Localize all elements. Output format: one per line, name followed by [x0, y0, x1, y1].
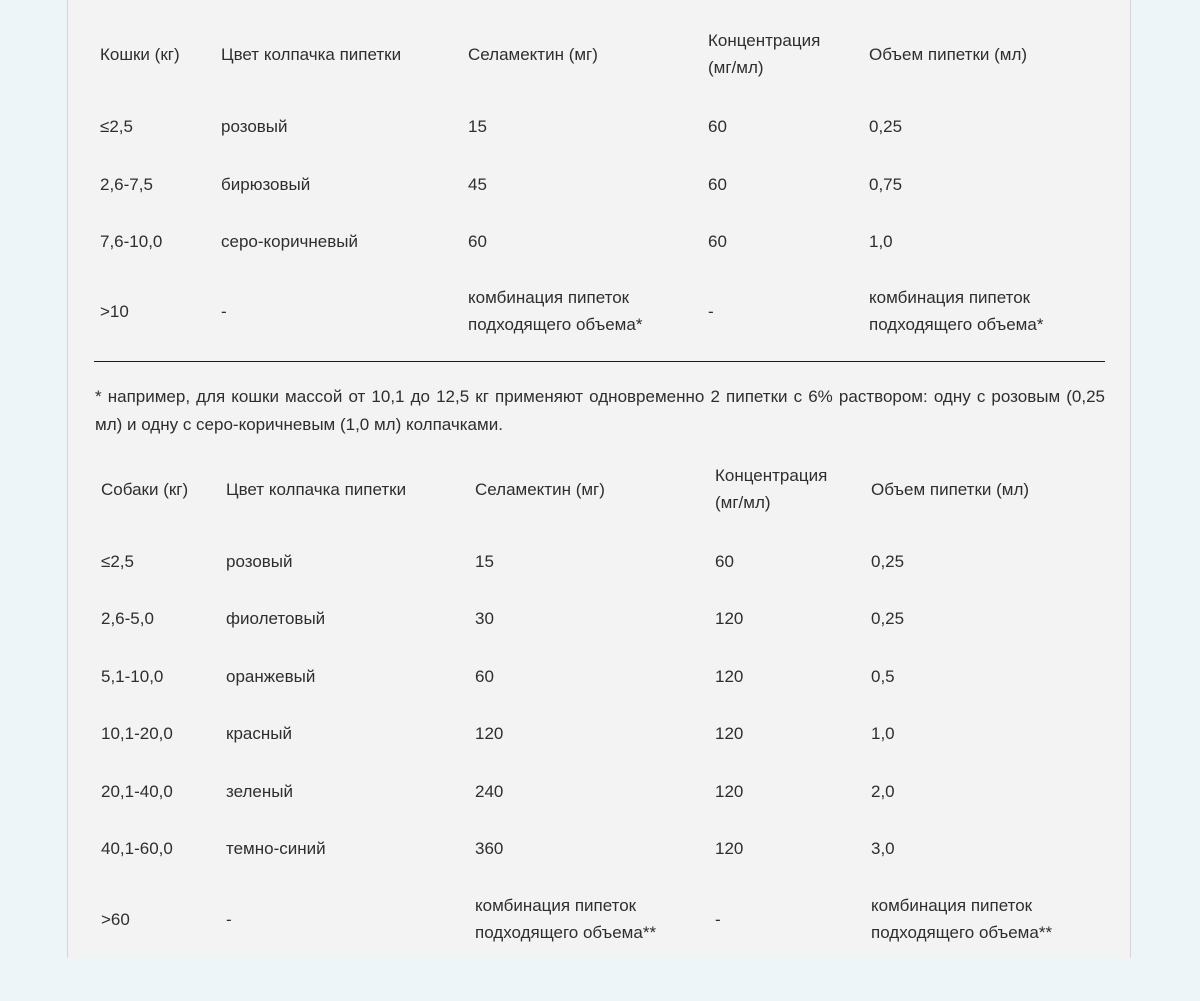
- cell-volume-line: подходящего объема*: [869, 315, 1044, 334]
- cell-concentration-line: 120: [715, 723, 744, 743]
- cell-weight: [100, 113, 133, 140]
- header-cap-color: [226, 476, 406, 503]
- cell-volume-line: 0,25: [871, 608, 905, 628]
- header-selamectin: [468, 41, 598, 68]
- cell-cap-color: [226, 835, 326, 862]
- cell-selamectin-line: подходящего объема*: [468, 315, 643, 334]
- cell-selamectin-line: 45: [468, 174, 487, 194]
- cell-cap-color: [226, 720, 292, 747]
- cell-weight-line: ≤2,5: [101, 551, 134, 571]
- header-selamectin-line: Селамектин (мг): [475, 479, 605, 499]
- cell-cap-color: [221, 171, 310, 198]
- cell-volume: [871, 778, 895, 805]
- cell-volume: [869, 113, 902, 140]
- cell-cap-color-line: бирюзовый: [221, 174, 311, 194]
- cell-concentration-line: 60: [708, 174, 727, 194]
- header-weight-line: Собаки (кг): [101, 479, 189, 499]
- cell-volume: [869, 171, 902, 198]
- cell-weight-line: >10: [100, 301, 129, 321]
- cell-selamectin: [468, 171, 487, 198]
- cell-concentration-line: 120: [715, 781, 744, 801]
- cell-weight-line: >60: [101, 909, 130, 929]
- cell-cap-color-line: -: [226, 909, 232, 929]
- cell-volume: [871, 720, 895, 747]
- cell-concentration: [715, 835, 743, 862]
- cell-weight: [101, 906, 130, 933]
- cell-cap-color: [226, 548, 293, 575]
- header-concentration-line: (мг/мл): [715, 493, 771, 512]
- cell-weight-line: 10,1-20,0: [101, 723, 173, 743]
- cell-cap-color-line: зеленый: [226, 781, 293, 801]
- cell-volume: [869, 284, 1043, 338]
- cell-weight-line: 2,6-5,0: [101, 608, 154, 628]
- cell-concentration: [715, 778, 743, 805]
- cell-weight-line: ≤2,5: [100, 116, 133, 136]
- cell-volume: [871, 892, 1052, 946]
- header-weight: [101, 476, 188, 503]
- cell-selamectin-line: 60: [468, 231, 487, 251]
- cell-cap-color: [221, 228, 358, 255]
- cell-weight-line: 2,6-7,5: [100, 174, 153, 194]
- header-volume-line: Объем пипетки (мл): [871, 479, 1030, 499]
- cell-concentration: [715, 663, 743, 690]
- cell-concentration: [708, 171, 727, 198]
- cell-concentration: [715, 906, 721, 933]
- cell-cap-color: [221, 298, 227, 325]
- cell-cap-color-line: серо-коричневый: [221, 231, 359, 251]
- cell-selamectin: [475, 720, 503, 747]
- cell-weight: [101, 605, 154, 632]
- cell-volume: [871, 663, 895, 690]
- header-concentration-line: Концентрация: [715, 466, 828, 485]
- cell-concentration-line: 120: [715, 608, 744, 628]
- cell-cap-color: [221, 113, 288, 140]
- cell-selamectin-line: комбинация пипеток: [475, 896, 637, 915]
- header-weight: [100, 41, 180, 68]
- header-weight-line: Кошки (кг): [100, 44, 180, 64]
- cell-weight: [101, 835, 173, 862]
- footnote: * например, для кошки массой от 10,1 до 12,5 кг применяют одновременно 2 пипетки с 6% раствором: одну с розовым (0,25 мл) и одну с серо-коричневым (1,0 мл) колпачками.: [95, 387, 1105, 434]
- header-concentration: [715, 462, 827, 516]
- cell-cap-color: [226, 778, 293, 805]
- cell-cap-color-line: розовый: [226, 551, 293, 571]
- cell-selamectin: [468, 284, 642, 338]
- header-selamectin-line: Селамектин (мг): [468, 44, 598, 64]
- cell-volume-line: 1,0: [869, 231, 893, 251]
- cell-weight: [101, 663, 163, 690]
- cell-weight: [100, 298, 129, 325]
- cell-selamectin: [468, 228, 487, 255]
- cell-selamectin-line: 120: [475, 723, 504, 743]
- cell-selamectin-line: 15: [468, 116, 487, 136]
- cell-selamectin: [475, 778, 503, 805]
- cell-concentration-line: -: [708, 301, 714, 321]
- header-cap-color-line: Цвет колпачка пипетки: [221, 44, 402, 64]
- cell-weight: [101, 778, 173, 805]
- cell-selamectin: [468, 113, 487, 140]
- cell-cap-color-line: фиолетовый: [226, 608, 326, 628]
- cell-concentration: [715, 720, 743, 747]
- cell-selamectin-line: 240: [475, 781, 504, 801]
- cell-selamectin: [475, 835, 503, 862]
- cell-concentration: [708, 228, 727, 255]
- cell-cap-color: [226, 605, 325, 632]
- cell-weight-line: 40,1-60,0: [101, 838, 173, 858]
- cell-concentration: [715, 605, 743, 632]
- cell-concentration: [708, 298, 714, 325]
- cell-selamectin-line: 15: [475, 551, 494, 571]
- cell-selamectin: [475, 548, 494, 575]
- cell-selamectin: [475, 663, 494, 690]
- cell-cap-color-line: -: [221, 301, 227, 321]
- cell-concentration: [708, 113, 727, 140]
- header-concentration-line: Концентрация: [708, 31, 821, 50]
- header-volume: [869, 41, 1027, 68]
- cell-concentration-line: 120: [715, 666, 744, 686]
- cell-weight: [100, 171, 153, 198]
- header-volume: [871, 476, 1029, 503]
- cell-volume-line: 3,0: [871, 838, 895, 858]
- cell-weight-line: 5,1-10,0: [101, 666, 164, 686]
- cell-weight-line: 20,1-40,0: [101, 781, 173, 801]
- cell-volume-line: 0,25: [869, 116, 903, 136]
- cell-volume-line: 0,25: [871, 551, 905, 571]
- header-selamectin: [475, 476, 605, 503]
- cell-selamectin-line: 30: [475, 608, 494, 628]
- cell-volume: [871, 835, 895, 862]
- cell-concentration-line: 60: [715, 551, 734, 571]
- cell-volume: [871, 548, 904, 575]
- cell-cap-color: [226, 663, 315, 690]
- cell-volume-line: комбинация пипеток: [869, 288, 1031, 307]
- cell-cap-color-line: красный: [226, 723, 292, 743]
- cell-selamectin: [475, 605, 494, 632]
- cell-volume-line: 2,0: [871, 781, 895, 801]
- table-divider: [94, 361, 1105, 362]
- cell-weight: [101, 548, 134, 575]
- cell-selamectin-line: 360: [475, 838, 504, 858]
- cell-volume-line: 0,5: [871, 666, 895, 686]
- cell-selamectin-line: 60: [475, 666, 494, 686]
- cell-volume: [871, 605, 904, 632]
- cell-selamectin-line: комбинация пипеток: [468, 288, 630, 307]
- cell-volume-line: 1,0: [871, 723, 895, 743]
- cell-volume-line: комбинация пипеток: [871, 896, 1033, 915]
- header-volume-line: Объем пипетки (мл): [869, 44, 1028, 64]
- cell-cap-color-line: розовый: [221, 116, 288, 136]
- cell-cap-color: [226, 906, 232, 933]
- header-cap-color-line: Цвет колпачка пипетки: [226, 479, 407, 499]
- cell-concentration-line: -: [715, 909, 721, 929]
- cell-volume-line: подходящего объема**: [871, 923, 1053, 942]
- cell-selamectin: [475, 892, 656, 946]
- header-concentration-line: (мг/мл): [708, 58, 764, 77]
- cell-weight: [100, 228, 162, 255]
- cell-concentration-line: 60: [708, 231, 727, 251]
- cell-concentration-line: 60: [708, 116, 727, 136]
- cell-cap-color-line: темно-синий: [226, 838, 326, 858]
- header-concentration: [708, 27, 820, 81]
- cell-concentration: [715, 548, 734, 575]
- cell-cap-color-line: оранжевый: [226, 666, 316, 686]
- cell-volume: [869, 228, 893, 255]
- cell-selamectin-line: подходящего объема**: [475, 923, 657, 942]
- cell-weight: [101, 720, 173, 747]
- cell-weight-line: 7,6-10,0: [100, 231, 163, 251]
- header-cap-color: [221, 41, 401, 68]
- cell-volume-line: 0,75: [869, 174, 903, 194]
- cell-concentration-line: 120: [715, 838, 744, 858]
